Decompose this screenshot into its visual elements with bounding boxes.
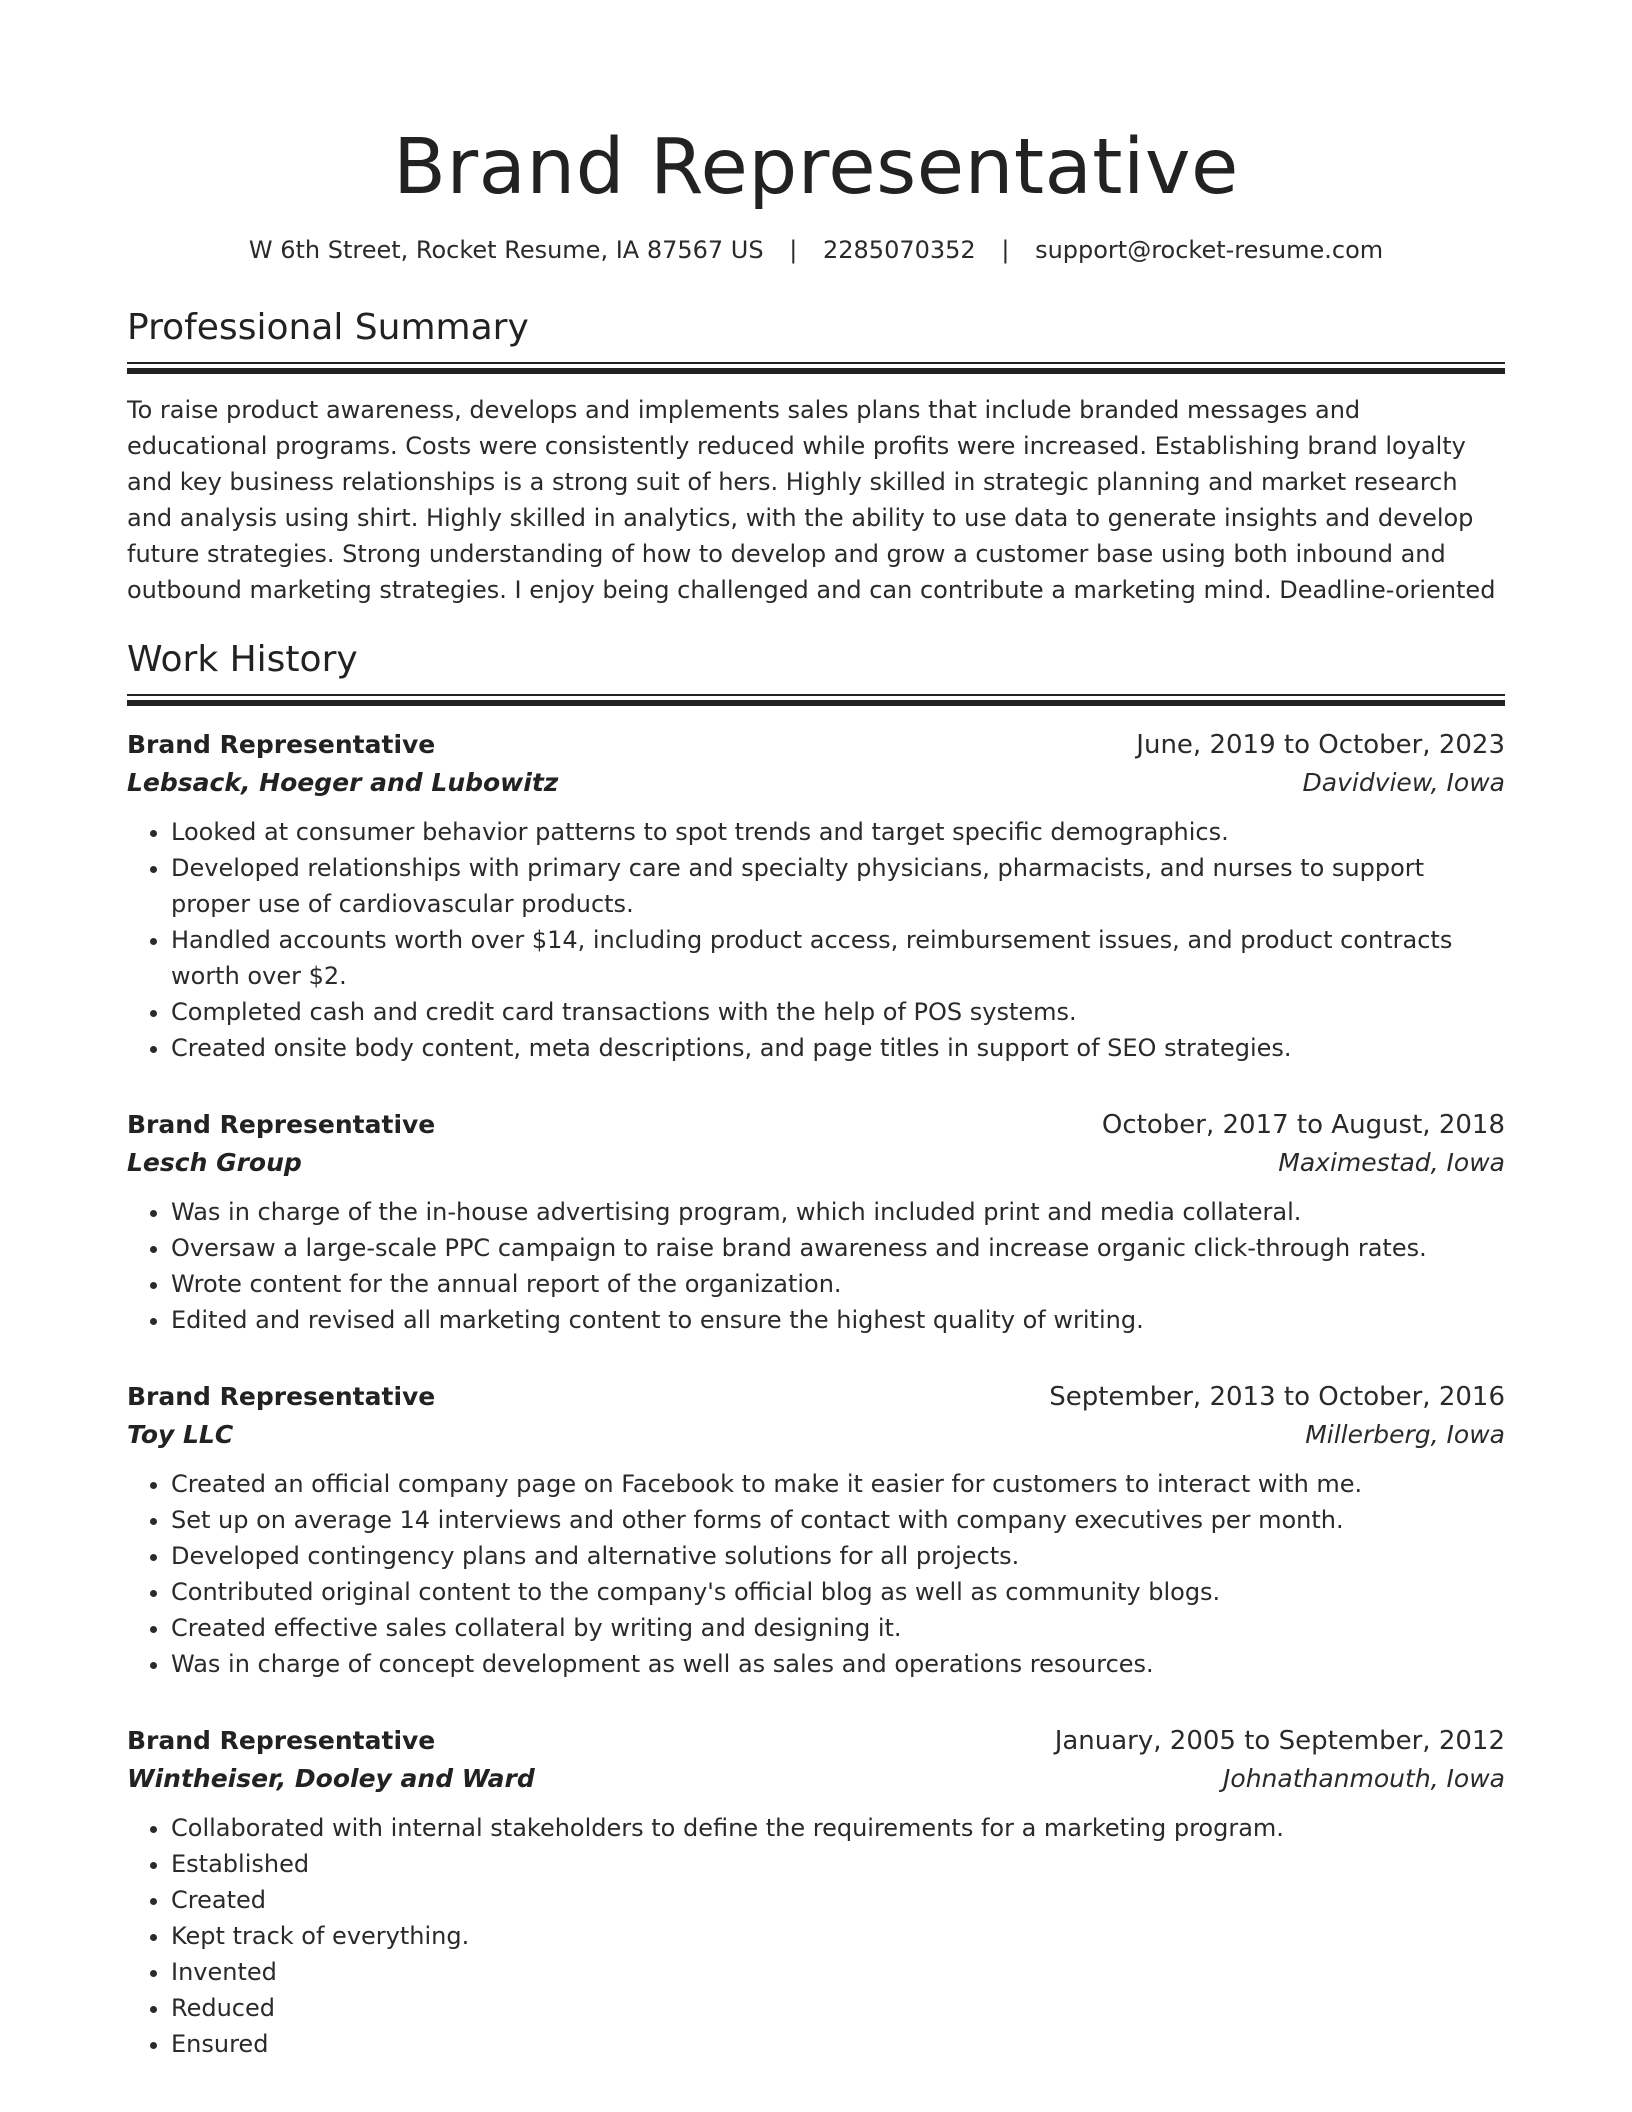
section-title-work-history: Work History [127, 639, 358, 680]
job-bullet-list [127, 1194, 1505, 1338]
summary-section [127, 306, 1505, 608]
job-bullet: • Ensured [171, 2026, 1505, 2062]
job-title: Brand Representative [127, 730, 436, 759]
job-bullet-list [127, 1466, 1505, 1682]
job-bullet: • Oversaw a large-scale PPC campaign to raise brand awareness and increase organic click-through rates. [171, 1230, 1505, 1266]
job-bullet: • Handled accounts worth over $14, including product access, reimbursement issues, and product contracts worth over $2. [171, 922, 1505, 994]
job-bullet: • Invented [171, 1954, 1505, 1990]
job-title: Brand Representative [127, 1726, 436, 1755]
job-bullet: • Established [171, 1846, 1505, 1882]
job-dates: June, 2019 to October, 2023 [1136, 730, 1505, 760]
job-bullet-list [127, 814, 1505, 1066]
job-bullet: • Contributed original content to the company's official blog as well as community blogs. [171, 1574, 1505, 1610]
job-location: Millerberg, Iowa [1305, 1420, 1505, 1449]
job-bullet: • Was in charge of concept development as well as sales and operations resources. [171, 1646, 1505, 1682]
job-company: Toy LLC [127, 1420, 234, 1449]
section-divider [127, 362, 1505, 374]
job-location: Davidview, Iowa [1302, 768, 1505, 797]
job-bullet: • Edited and revised all marketing content to ensure the highest quality of writing. [171, 1302, 1505, 1338]
job-dates: January, 2005 to September, 2012 [1054, 1726, 1505, 1756]
job-bullet: • Developed contingency plans and alternative solutions for all projects. [171, 1538, 1505, 1574]
job-entry [127, 1378, 1505, 1682]
job-bullet: • Kept track of everything. [171, 1918, 1505, 1954]
job-entry [127, 726, 1505, 1066]
job-bullet: • Created [171, 1882, 1505, 1918]
resume-name: Brand Representative [393, 123, 1239, 212]
contact-separator: | [1001, 236, 1010, 264]
job-bullet-list [127, 1810, 1505, 2062]
contact-separator: | [789, 236, 798, 264]
section-title-summary: Professional Summary [127, 307, 529, 348]
job-location: Johnathanmouth, Iowa [1223, 1764, 1505, 1793]
job-bullet: • Collaborated with internal stakeholders to define the requirements for a marketing program. [171, 1810, 1505, 1846]
job-bullet: • Set up on average 14 interviews and other forms of contact with company executives per month. [171, 1502, 1505, 1538]
job-bullet: • Completed cash and credit card transactions with the help of POS systems. [171, 994, 1505, 1030]
contact-email: support@rocket-resume.com [1035, 236, 1384, 264]
job-bullet: • Created effective sales collateral by writing and designing it. [171, 1610, 1505, 1646]
job-dates: September, 2013 to October, 2016 [1049, 1382, 1505, 1412]
job-bullet: • Created an official company page on Facebook to make it easier for customers to interact with me. [171, 1466, 1505, 1502]
job-bullet: • Created onsite body content, meta descriptions, and page titles in support of SEO strategies. [171, 1030, 1505, 1066]
job-bullet: • Reduced [171, 1990, 1505, 2026]
contact-address: W 6th Street, Rocket Resume, IA 87567 US [248, 236, 764, 264]
job-company: Lesch Group [127, 1148, 302, 1177]
job-title: Brand Representative [127, 1382, 436, 1411]
job-bullet: • Developed relationships with primary care and specialty physicians, pharmacists, and nurses to support proper use of cardiovascular products. [171, 850, 1505, 922]
job-dates: October, 2017 to August, 2018 [1101, 1110, 1505, 1140]
contact-line [127, 234, 1505, 266]
section-divider [127, 694, 1505, 706]
job-company: Wintheiser, Dooley and Ward [127, 1764, 535, 1793]
job-location: Maximestad, Iowa [1278, 1148, 1505, 1177]
job-bullet: • Was in charge of the in-house advertising program, which included print and media collateral. [171, 1194, 1505, 1230]
job-company: Lebsack, Hoeger and Lubowitz [127, 768, 559, 797]
job-entry [127, 1106, 1505, 1338]
job-title: Brand Representative [127, 1110, 436, 1139]
contact-phone: 2285070352 [822, 236, 976, 264]
summary-text: To raise product awareness, develops and implements sales plans that include branded messages and educational programs. Costs were consistently reduced while profits were increased. Establishing brand loyalty and key business relationships is a strong suit of hers. Highly skilled in strategic planning and market research and analysis using shirt. Highly skilled in analytics, with the ability to use data to generate insights and develop future strategies. Strong understanding of how to develop and grow a customer base using both inbound and outbound marketing strategies. I enjoy being challenged and can contribute a marketing mind. Deadline-oriented [127, 396, 1496, 604]
work-history-section [127, 638, 1505, 2062]
job-entry [127, 1722, 1505, 2062]
job-bullet: • Looked at consumer behavior patterns to spot trends and target specific demographics. [171, 814, 1505, 850]
job-bullet: • Wrote content for the annual report of the organization. [171, 1266, 1505, 1302]
